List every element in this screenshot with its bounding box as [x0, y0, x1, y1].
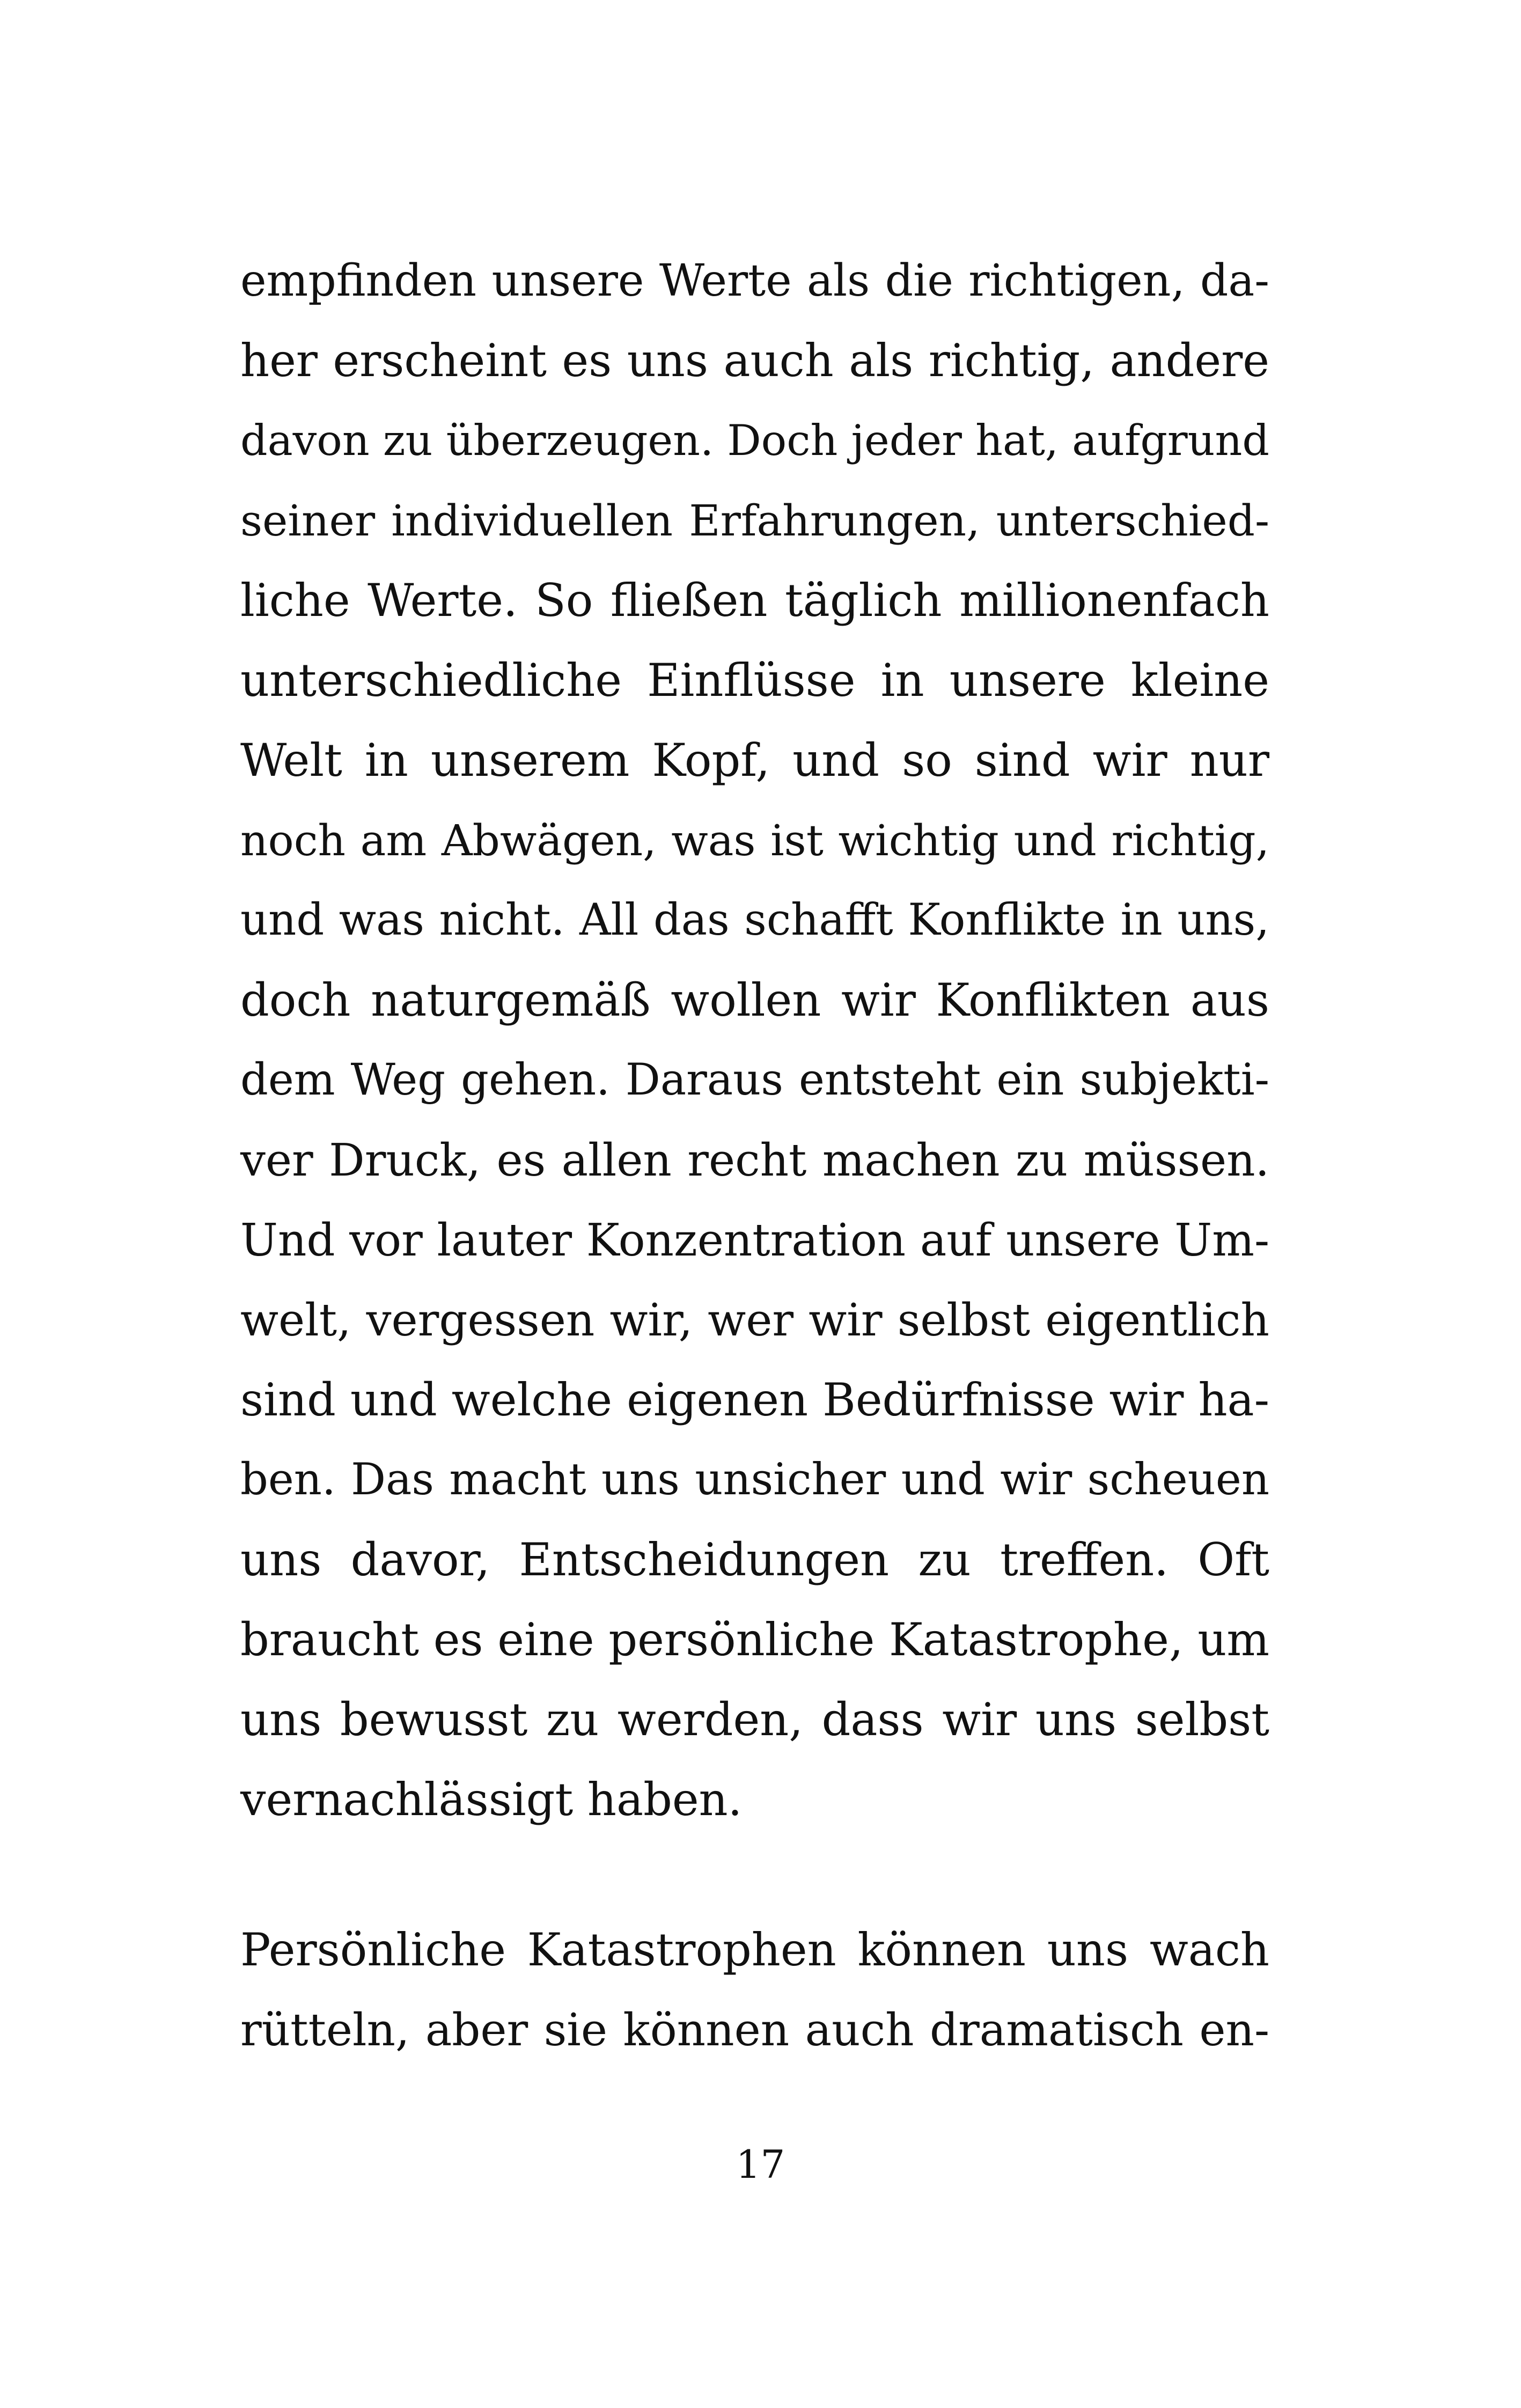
text-line: noch am Abwägen, was ist wichtig und richtig, — [240, 816, 1269, 865]
text-line: seiner individuellen Erfahrungen, unterschied- — [240, 496, 1269, 546]
text-line: ben. Das macht uns unsicher und wir scheuen — [240, 1455, 1269, 1505]
text-line: welt, vergessen wir, wer wir selbst eigentlich — [240, 1294, 1269, 1346]
text-line: braucht es eine persönliche Katastrophe, um — [240, 1613, 1270, 1666]
text-line: dem Weg gehen. Daraus entsteht ein subjekti- — [240, 1055, 1269, 1105]
text-line: uns davor, Entscheidungen zu treffen. Oft — [240, 1533, 1269, 1586]
text-line: sind und welche eigenen Bedürfnisse wir ha- — [240, 1374, 1269, 1426]
text-line: ver Druck, es allen recht machen zu müssen. — [240, 1134, 1269, 1186]
text-line: Welt in unserem Kopf, und so sind wir nur — [240, 734, 1269, 787]
text-line: vernachlässigt haben. — [240, 1773, 743, 1826]
page-number: 17 — [736, 2142, 785, 2187]
text-line: rütteln, aber sie können auch dramatisch en- — [240, 2004, 1269, 2056]
text-line: empfinden unsere Werte als die richtigen, da- — [240, 255, 1269, 306]
paragraph-1 — [240, 241, 1269, 1840]
text-line: uns bewusst zu werden, dass wir uns selbst — [240, 1693, 1269, 1746]
paragraph-2 — [240, 1910, 1269, 2070]
text-line: Persönliche Katastrophen können uns wach — [240, 1924, 1269, 1976]
text-line: Und vor lauter Konzentration auf unsere Um- — [240, 1214, 1269, 1266]
text-line: und was nicht. All das schafft Konflikte in uns, — [240, 895, 1269, 945]
text-line: unterschiedliche Einflüsse in unsere kleine — [240, 654, 1269, 707]
text-line: liche Werte. So fließen täglich millionenfach — [240, 574, 1269, 627]
text-line: doch naturgemäß wollen wir Konflikten aus — [240, 974, 1269, 1026]
text-line: davon zu überzeugen. Doch jeder hat, aufgrund — [240, 416, 1269, 465]
text-line: her erscheint es uns auch als richtig, andere — [240, 334, 1269, 387]
